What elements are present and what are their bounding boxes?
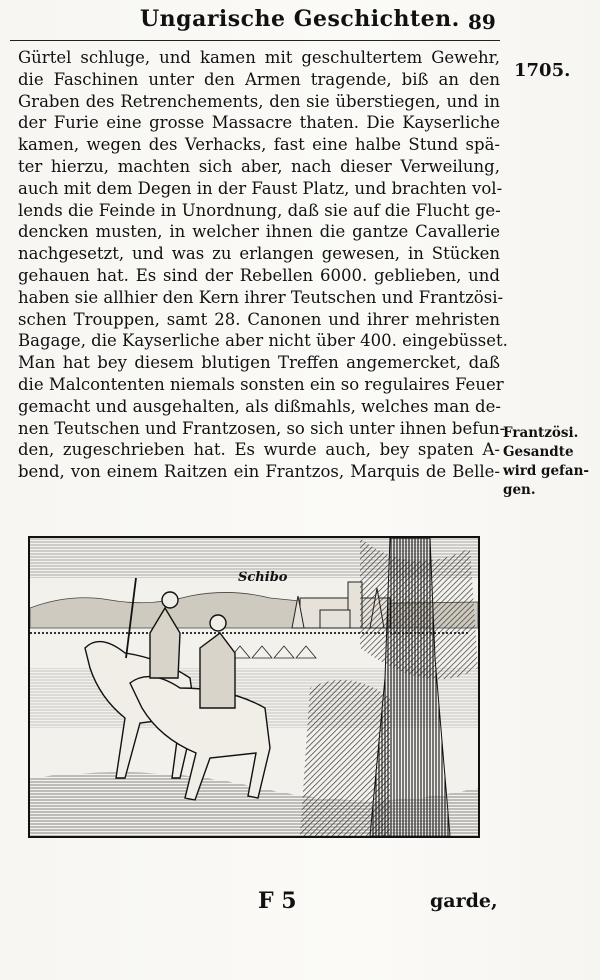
running-title: Ungarische Geschichten. — [140, 6, 460, 32]
page-number: 89 — [468, 10, 496, 34]
text-line: die Malcontenten niemals sonsten ein so regulaires Feuer — [18, 374, 504, 394]
margin-year: 1705. — [514, 60, 571, 81]
text-line: haben sie allhier den Kern ihrer Teutschen und Frantzösi- — [18, 287, 504, 307]
text-line: die Faschinen unter den Armen tragende, biß an den — [18, 69, 500, 89]
margin-note-line: gen. — [503, 482, 536, 498]
catchword: garde, — [430, 890, 498, 912]
text-line: ter hierzu, machten sich aber, nach dieser Verweilung, — [18, 156, 500, 176]
text-line: schen Trouppen, samt 28. Canonen und ihrer mehristen — [18, 309, 500, 329]
text-line: dencken musten, in welcher ihnen die gantze Cavallerie — [18, 222, 500, 242]
text-line: bend, von einem Raitzen ein Frantzos, Marquis de Belle- — [18, 462, 500, 482]
text-line: Man hat bey diesem blutigen Treffen angemercket, daß — [18, 353, 500, 373]
margin-note-line: Gesandte — [503, 444, 574, 460]
text-line: nen Teutschen und Frantzosen, so sich unter ihnen befun- — [18, 418, 506, 438]
body-text — [18, 47, 508, 483]
text-line: gemacht und ausgehalten, als dißmahls, welches man de- — [18, 396, 501, 416]
text-line: den, zugeschrieben hat. Es wurde auch, bey spaten A- — [18, 440, 500, 460]
text-line: lends die Feinde in Unordnung, daß sie auf die Flucht ge- — [18, 200, 501, 220]
text-line: Graben des Retrenchements, den sie überstiegen, und in — [18, 91, 500, 111]
text-line: kamen, wegen des Verhacks, fast eine halbe Stund spä- — [18, 135, 500, 155]
margin-note-line: wird gefan- — [503, 463, 590, 479]
signature-mark: F 5 — [258, 888, 297, 914]
text-line: auch mit dem Degen in der Faust Platz, und brachten vol- — [18, 178, 503, 198]
plate-label: Schibo — [238, 570, 288, 585]
text-line: gehauen hat. Es sind der Rebellen 6000. geblieben, und — [18, 265, 500, 285]
margin-note-line: Frantzösi. — [503, 425, 579, 441]
text-line: der Furie eine grosse Massacre thaten. Die Kayserliche — [18, 113, 500, 133]
header-rule — [10, 40, 500, 41]
text-line: Gürtel schluge, und kamen mit geschultertem Gewehr, — [18, 48, 500, 67]
text-line: Bagage, die Kayserliche aber nicht über 400. eingebüsset. — [18, 331, 508, 351]
text-line: nachgesetzt, und was zu erlangen gewesen, in Stücken — [18, 244, 500, 264]
margin-note — [503, 424, 589, 500]
